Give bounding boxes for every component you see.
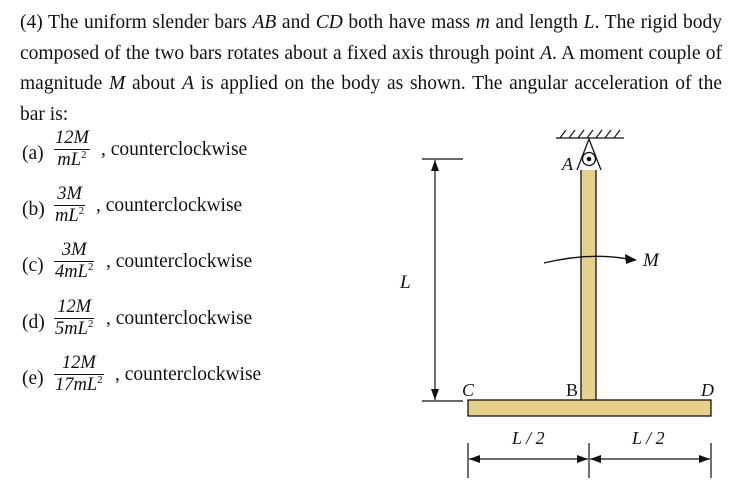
arrow-left-icon (469, 455, 480, 463)
bar-ab-symbol: AB (252, 12, 277, 33)
moment-symbol: M (109, 73, 126, 94)
option-label: (c) (22, 255, 44, 276)
fraction-numerator: 12M (55, 128, 89, 148)
arrow-up-icon (431, 160, 439, 171)
moment-label: M (643, 250, 659, 271)
exponent: 2 (87, 261, 94, 273)
denominator-text: 17mL (55, 375, 98, 395)
option-text: , counterclockwise (115, 364, 262, 385)
point-a-symbol: A (540, 42, 553, 64)
arrow-right-icon (577, 455, 588, 463)
fraction-numerator: 3M (57, 184, 82, 204)
fraction-numerator: 3M (61, 240, 87, 260)
point-d-label: D (701, 380, 714, 400)
point-a-symbol: A (182, 73, 194, 94)
option-label: (b) (22, 199, 45, 220)
fixed-support-hatch (556, 130, 624, 138)
pin-support (577, 139, 601, 170)
denominator-text: mL (57, 150, 82, 170)
option-text: , counterclockwise (101, 139, 248, 160)
problem-number: (4) (20, 12, 43, 33)
problem-text: . The rigid body composed of the two bars rotates about a fixed axis through point (20, 12, 723, 64)
problem-text: . A moment couple of magnitude (20, 42, 723, 94)
option-text: , counterclockwise (96, 195, 243, 216)
arrow-down-icon (431, 389, 439, 400)
point-c-label: C (462, 380, 475, 400)
problem-text: The uniform slender bars (48, 12, 247, 33)
half-length-right-label: L / 2 (632, 428, 665, 448)
option-label: (d) (22, 312, 45, 333)
problem-text: about (132, 73, 176, 94)
denominator-text: mL (55, 206, 79, 226)
option-text: , counterclockwise (106, 308, 253, 329)
bar-cd-symbol: CD (315, 12, 343, 33)
length-dimension (422, 159, 463, 401)
problem-text: and (281, 12, 311, 33)
exponent: 2 (87, 318, 94, 330)
fraction-numerator: 12M (57, 297, 92, 317)
arrow-left-icon (590, 455, 601, 463)
point-a-label: A (562, 154, 573, 174)
option-label: (a) (22, 143, 44, 164)
bar-ab (581, 160, 596, 402)
bar-cd (468, 400, 711, 416)
half-length-dimension (468, 443, 711, 478)
mass-symbol: m (475, 12, 490, 33)
length-label: L (400, 272, 411, 293)
denominator-text: 5mL (55, 319, 88, 339)
half-length-left-label: L / 2 (512, 428, 545, 448)
option-label: (e) (22, 368, 44, 389)
arrow-right-icon (699, 455, 710, 463)
problem-text: both have mass (348, 12, 471, 33)
exponent: 2 (81, 149, 87, 161)
problem-text: is applied on the body as shown. The angular acceleration of the bar is: (20, 73, 723, 125)
point-b-label: B (566, 380, 579, 400)
option-text: , counterclockwise (106, 251, 253, 272)
exponent: 2 (78, 205, 85, 217)
exponent: 2 (97, 374, 103, 386)
fraction-numerator: 12M (61, 353, 96, 373)
problem-text: and length (495, 12, 579, 33)
length-symbol: L (583, 12, 595, 33)
denominator-text: 4mL (55, 262, 88, 282)
